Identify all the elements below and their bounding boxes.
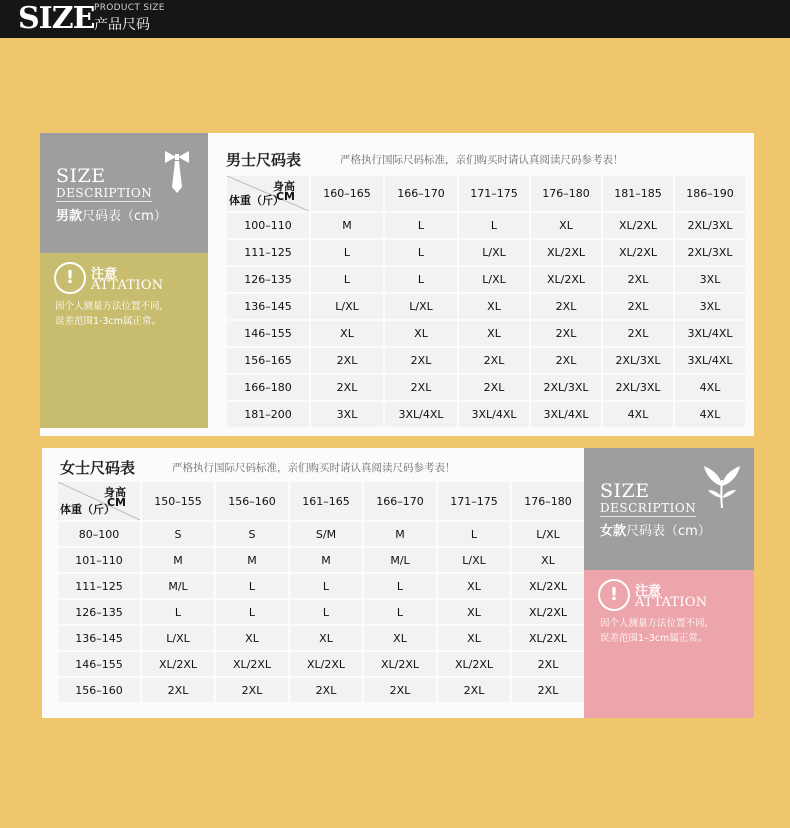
women-corner-cell xyxy=(58,482,140,520)
men-table-note: 严格执行国际尺码标准，亲们购买时请认真阅读尺码参考表！ xyxy=(340,154,624,166)
men-attention-note-2: 误差范围1-3cm属正常。 xyxy=(55,316,161,327)
women-height-header: 176–180 xyxy=(512,482,584,520)
size-cell: XL xyxy=(438,626,510,650)
men-warning-icon: ! xyxy=(54,262,86,294)
size-cell: S xyxy=(142,522,214,546)
size-logo: SIZE xyxy=(18,1,95,36)
women-height-header: 150–155 xyxy=(142,482,214,520)
table-row xyxy=(227,267,745,292)
women-side-label: 女款尺码表（cm） xyxy=(600,524,711,539)
women-height-header: 171–175 xyxy=(438,482,510,520)
size-cell: L/XL xyxy=(459,267,529,292)
size-cell: 2XL xyxy=(603,321,673,346)
size-cell: 3XL/4XL xyxy=(531,402,601,427)
women-warning-icon: ! xyxy=(598,579,630,611)
size-cell: 2XL/3XL xyxy=(675,213,745,238)
weight-cell: 156–160 xyxy=(58,678,140,702)
size-cell: 2XL xyxy=(512,652,584,676)
size-cell: XL/2XL xyxy=(216,652,288,676)
size-cell: L xyxy=(385,267,457,292)
size-cell: XL/2XL xyxy=(512,574,584,598)
table-row xyxy=(58,548,584,572)
size-cell: M xyxy=(364,522,436,546)
corner-height-label: 身高 xyxy=(273,180,295,193)
women-attention-cn: 注意 xyxy=(635,584,662,599)
size-cell: 2XL xyxy=(385,348,457,373)
men-table-title: 男士尺码表 xyxy=(226,151,302,169)
corner-cm-label: CM xyxy=(106,496,126,509)
size-cell: 2XL/3XL xyxy=(603,375,673,400)
size-cell: XL/2XL xyxy=(438,652,510,676)
table-row xyxy=(58,574,584,598)
weight-cell: 100–110 xyxy=(227,213,309,238)
size-cell: L xyxy=(459,213,529,238)
women-table-body xyxy=(58,522,584,702)
header-subtitle-cn: 产品尺码 xyxy=(94,17,150,33)
weight-cell: 156–165 xyxy=(227,348,309,373)
size-cell: 2XL xyxy=(459,375,529,400)
weight-cell: 181–200 xyxy=(227,402,309,427)
weight-cell: 111–125 xyxy=(58,574,140,598)
women-side-panel-top xyxy=(584,448,754,570)
size-cell: L xyxy=(385,213,457,238)
men-table-body xyxy=(227,213,745,427)
size-cell: XL/2XL xyxy=(531,267,601,292)
men-side-label: 男款尺码表（cm） xyxy=(56,209,167,224)
size-cell: 3XL xyxy=(675,267,745,292)
women-height-header: 166–170 xyxy=(364,482,436,520)
table-row xyxy=(227,294,745,319)
size-cell: S/M xyxy=(290,522,362,546)
table-row xyxy=(227,240,745,265)
men-attention-cn: 注意 xyxy=(91,267,118,282)
men-height-header: 176–180 xyxy=(531,176,601,211)
size-cell: 2XL xyxy=(311,348,383,373)
size-cell: XL/2XL xyxy=(603,213,673,238)
size-cell: S xyxy=(216,522,288,546)
size-cell: XL xyxy=(438,600,510,624)
size-cell: 3XL/4XL xyxy=(675,321,745,346)
women-attention-note-2: 误差范围1–3cm属正常。 xyxy=(600,633,708,644)
women-attention-en: ATTATION xyxy=(635,595,708,610)
size-cell: L xyxy=(290,574,362,598)
size-cell: M xyxy=(290,548,362,572)
size-cell: 2XL xyxy=(531,294,601,319)
size-cell: XL/2XL xyxy=(364,652,436,676)
women-height-header: 156–160 xyxy=(216,482,288,520)
women-side-panel-attention xyxy=(584,570,754,718)
size-cell: 2XL xyxy=(512,678,584,702)
size-cell: 2XL xyxy=(142,678,214,702)
size-cell: M/L xyxy=(142,574,214,598)
bowtie-tie-icon xyxy=(164,149,190,195)
leaf-sprout-icon xyxy=(702,464,742,510)
size-cell: 2XL xyxy=(531,348,601,373)
size-cell: L/XL xyxy=(512,522,584,546)
size-cell: L/XL xyxy=(142,626,214,650)
weight-cell: 146–155 xyxy=(227,321,309,346)
table-row xyxy=(227,402,745,427)
men-attention-note-1: 因个人测量方法位置不同, xyxy=(55,301,163,312)
size-cell: 2XL xyxy=(385,375,457,400)
women-header-row xyxy=(58,482,584,520)
size-cell: 4XL xyxy=(675,402,745,427)
men-size-table xyxy=(225,174,747,429)
size-cell: XL/2XL xyxy=(531,240,601,265)
women-side-description-text: DESCRIPTION xyxy=(600,501,697,515)
table-row xyxy=(227,213,745,238)
header-bar xyxy=(0,0,790,38)
size-cell: L/XL xyxy=(311,294,383,319)
weight-cell: 146–155 xyxy=(58,652,140,676)
size-cell: 2XL xyxy=(364,678,436,702)
size-cell: L xyxy=(364,600,436,624)
women-side-divider xyxy=(600,516,696,517)
men-side-divider xyxy=(56,201,152,202)
size-cell: XL xyxy=(216,626,288,650)
men-side-panel-top xyxy=(40,133,208,253)
corner-weight-label: 体重（斤） xyxy=(229,194,284,207)
size-cell: 2XL xyxy=(603,267,673,292)
corner-cm-label: CM xyxy=(275,190,295,203)
table-row xyxy=(58,600,584,624)
men-side-description-text: DESCRIPTION xyxy=(56,186,153,200)
size-cell: XL/2XL xyxy=(512,626,584,650)
weight-cell: 80–100 xyxy=(58,522,140,546)
men-header-row xyxy=(227,176,745,211)
size-cell: L xyxy=(216,574,288,598)
size-cell: 2XL/3XL xyxy=(603,348,673,373)
size-cell: 2XL/3XL xyxy=(675,240,745,265)
size-cell: L xyxy=(142,600,214,624)
size-cell: L xyxy=(438,522,510,546)
women-size-table xyxy=(56,480,586,704)
weight-cell: 126–135 xyxy=(227,267,309,292)
size-cell: M xyxy=(216,548,288,572)
table-row xyxy=(227,321,745,346)
women-height-header: 161–165 xyxy=(290,482,362,520)
size-cell: XL xyxy=(290,626,362,650)
size-cell: M/L xyxy=(364,548,436,572)
size-cell: 2XL xyxy=(311,375,383,400)
size-cell: 3XL/4XL xyxy=(385,402,457,427)
size-cell: 2XL/3XL xyxy=(531,375,601,400)
size-cell: L xyxy=(385,240,457,265)
size-cell: 3XL/4XL xyxy=(675,348,745,373)
size-cell: XL/2XL xyxy=(290,652,362,676)
size-cell: XL/2XL xyxy=(603,240,673,265)
size-cell: XL xyxy=(364,626,436,650)
table-row xyxy=(227,348,745,373)
size-cell: XL xyxy=(531,213,601,238)
size-cell: M xyxy=(311,213,383,238)
women-side-size-text: SIZE xyxy=(600,480,650,502)
size-cell: 2XL xyxy=(216,678,288,702)
size-cell: XL xyxy=(311,321,383,346)
size-cell: XL xyxy=(438,574,510,598)
size-cell: L xyxy=(290,600,362,624)
header-subtitle-en: PRODUCT SIZE xyxy=(94,3,165,13)
table-row xyxy=(58,652,584,676)
weight-cell: 111–125 xyxy=(227,240,309,265)
corner-height-label: 身高 xyxy=(104,486,126,499)
table-row xyxy=(58,626,584,650)
men-attention-en: ATTATION xyxy=(91,278,164,293)
size-cell: L xyxy=(311,267,383,292)
men-height-header: 160–165 xyxy=(311,176,383,211)
women-table-note: 严格执行国际尺码标准，亲们购买时请认真阅读尺码参考表！ xyxy=(172,462,456,474)
corner-weight-label: 体重（斤） xyxy=(60,503,115,516)
size-cell: XL/2XL xyxy=(512,600,584,624)
size-cell: 2XL xyxy=(603,294,673,319)
size-cell: 2XL xyxy=(290,678,362,702)
men-height-header: 166–170 xyxy=(385,176,457,211)
size-cell: 2XL xyxy=(531,321,601,346)
size-cell: XL xyxy=(459,321,529,346)
size-cell: L xyxy=(364,574,436,598)
size-cell: M xyxy=(142,548,214,572)
men-height-header: 171–175 xyxy=(459,176,529,211)
size-cell: XL/2XL xyxy=(142,652,214,676)
table-row xyxy=(227,375,745,400)
weight-cell: 126–135 xyxy=(58,600,140,624)
men-corner-cell xyxy=(227,176,309,211)
weight-cell: 136–145 xyxy=(58,626,140,650)
men-height-header: 186–190 xyxy=(675,176,745,211)
table-row xyxy=(58,522,584,546)
size-cell: 2XL xyxy=(459,348,529,373)
size-cell: 2XL xyxy=(438,678,510,702)
size-cell: XL xyxy=(512,548,584,572)
weight-cell: 101–110 xyxy=(58,548,140,572)
weight-cell: 136–145 xyxy=(227,294,309,319)
size-cell: L xyxy=(311,240,383,265)
size-cell: 3XL/4XL xyxy=(459,402,529,427)
women-attention-note-1: 因个人测量方法位置不同, xyxy=(600,618,708,629)
size-cell: XL xyxy=(459,294,529,319)
size-cell: L/XL xyxy=(385,294,457,319)
size-cell: 4XL xyxy=(675,375,745,400)
size-cell: 3XL xyxy=(675,294,745,319)
men-side-panel-attention xyxy=(40,253,208,428)
size-cell: L xyxy=(216,600,288,624)
weight-cell: 166–180 xyxy=(227,375,309,400)
size-cell: 4XL xyxy=(603,402,673,427)
size-cell: L/XL xyxy=(459,240,529,265)
size-cell: L/XL xyxy=(438,548,510,572)
size-cell: XL xyxy=(385,321,457,346)
men-height-header: 181–185 xyxy=(603,176,673,211)
women-table-title: 女士尺码表 xyxy=(60,459,136,477)
men-side-size-text: SIZE xyxy=(56,165,106,187)
table-row xyxy=(58,678,584,702)
size-cell: 3XL xyxy=(311,402,383,427)
